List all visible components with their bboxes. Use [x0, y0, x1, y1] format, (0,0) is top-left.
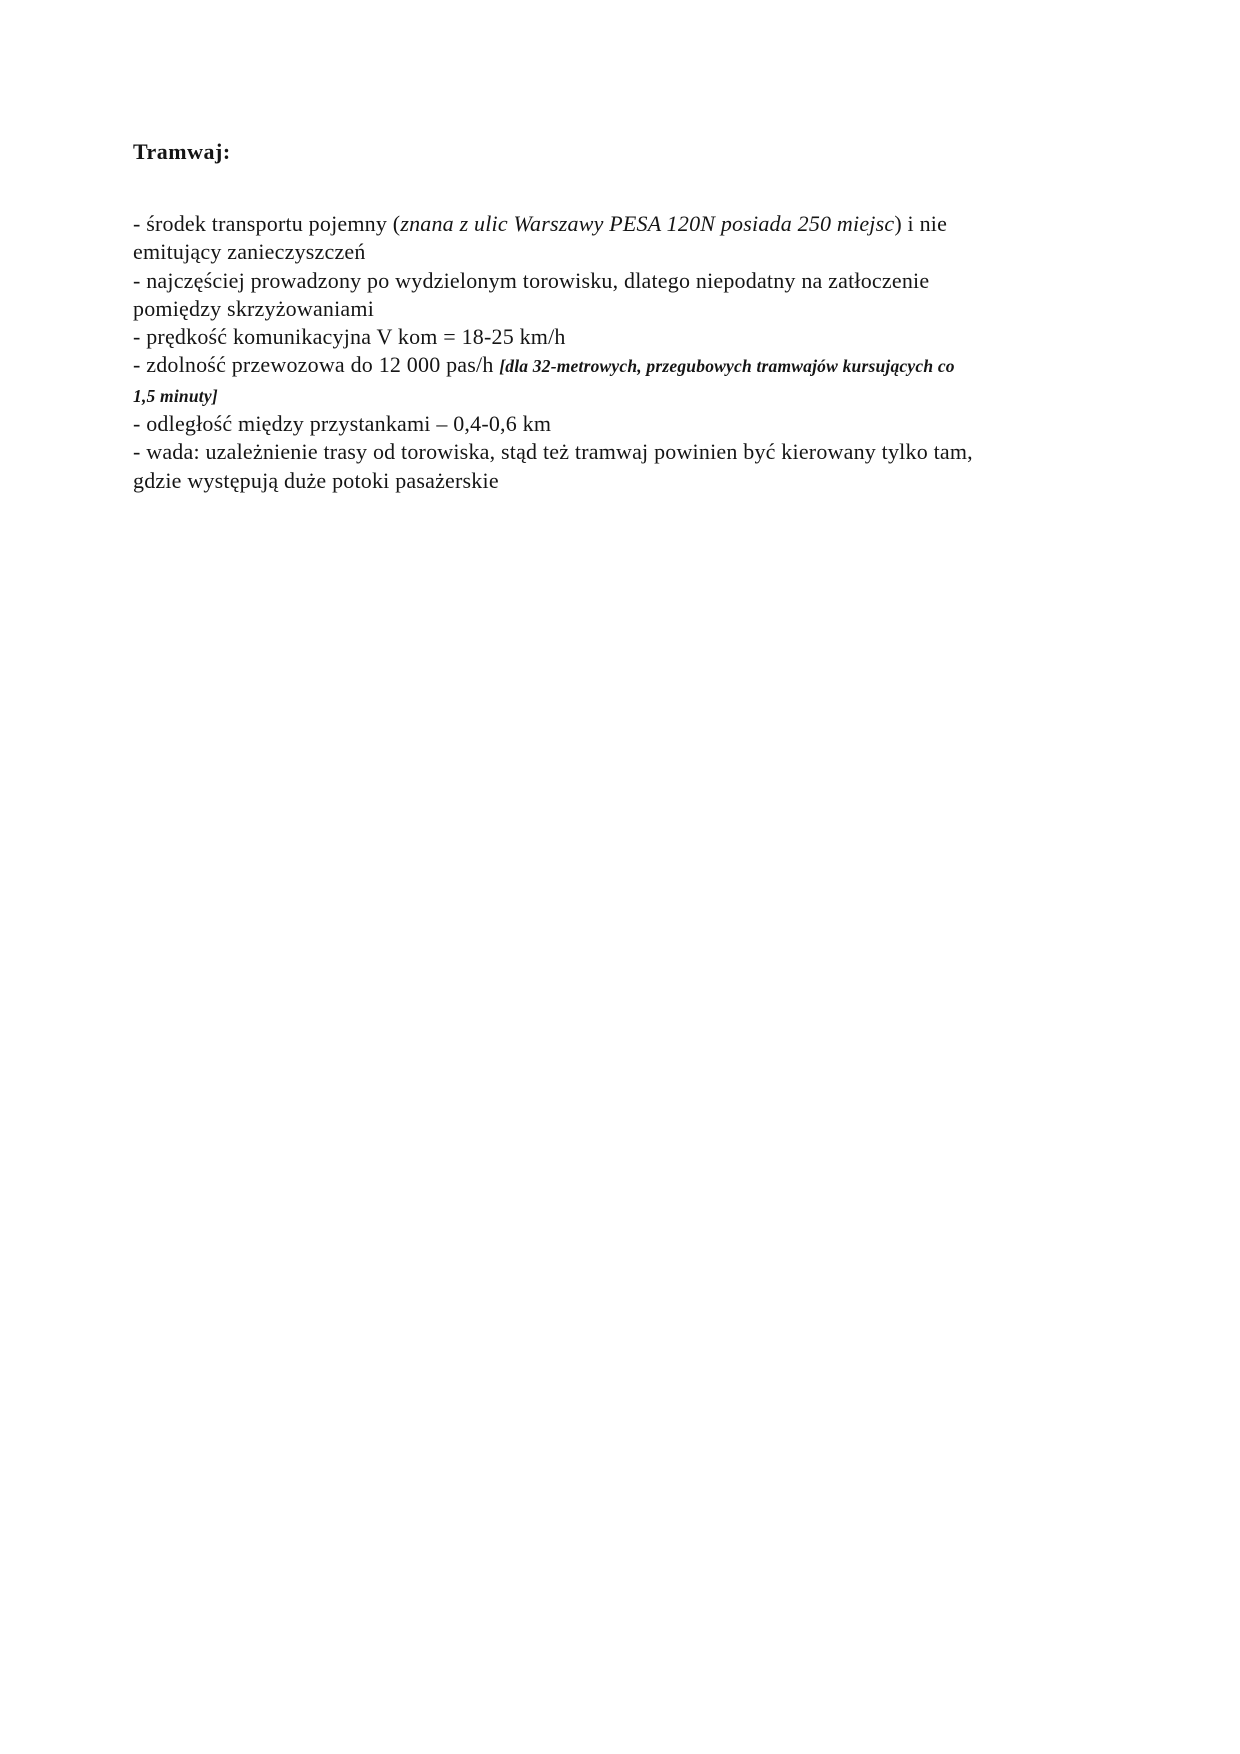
text-segment: - środek transportu pojemny (: [133, 211, 401, 236]
text-segment-italic: znana z ulic Warszawy PESA 120N posiada 250 miejsc: [400, 211, 895, 236]
text-segment: - najczęściej prowadzony po wydzielonym torowisku, dlatego niepodatny na zatłoczenie: [133, 267, 930, 293]
text-segment: - odległość między przystankami – 0,4-0,6 km: [133, 411, 552, 437]
text-segment-bold-italic: 1,5 minuty]: [133, 385, 218, 406]
text-segment: - prędkość komunikacyjna V kom = 18-25 km/h: [133, 324, 566, 350]
blank-line: [133, 166, 1143, 210]
document-content: [133, 138, 1143, 495]
text-segment: ) i nie: [894, 211, 948, 236]
text-line: [133, 323, 1143, 351]
text-line: [133, 351, 1143, 380]
text-segment: - wada: uzależnienie trasy od torowiska, stąd też tramwaj powinien być kierowany tylko tam,: [133, 439, 973, 465]
text-segment: gdzie występują duże potoki pasażerskie: [133, 467, 499, 493]
text-line: [133, 267, 1143, 295]
text-line: [133, 410, 1143, 438]
text-line: [133, 295, 1143, 323]
text-line: [133, 467, 1143, 495]
text-segment: emitujący zanieczyszczeń: [133, 239, 366, 265]
text-segment-bold-italic: [dla 32-metrowych, przegubowych tramwajów kursujących co: [499, 356, 955, 377]
text-segment: pomiędzy skrzyżowaniami: [133, 295, 375, 321]
text-segment: - zdolność przewozowa do 12 000 pas/h: [133, 352, 500, 378]
text-line: [133, 238, 1143, 266]
text-line: [133, 381, 1143, 410]
text-line: [133, 210, 1143, 238]
document-title: Tramwaj:: [133, 139, 231, 164]
text-line: [133, 438, 1143, 466]
